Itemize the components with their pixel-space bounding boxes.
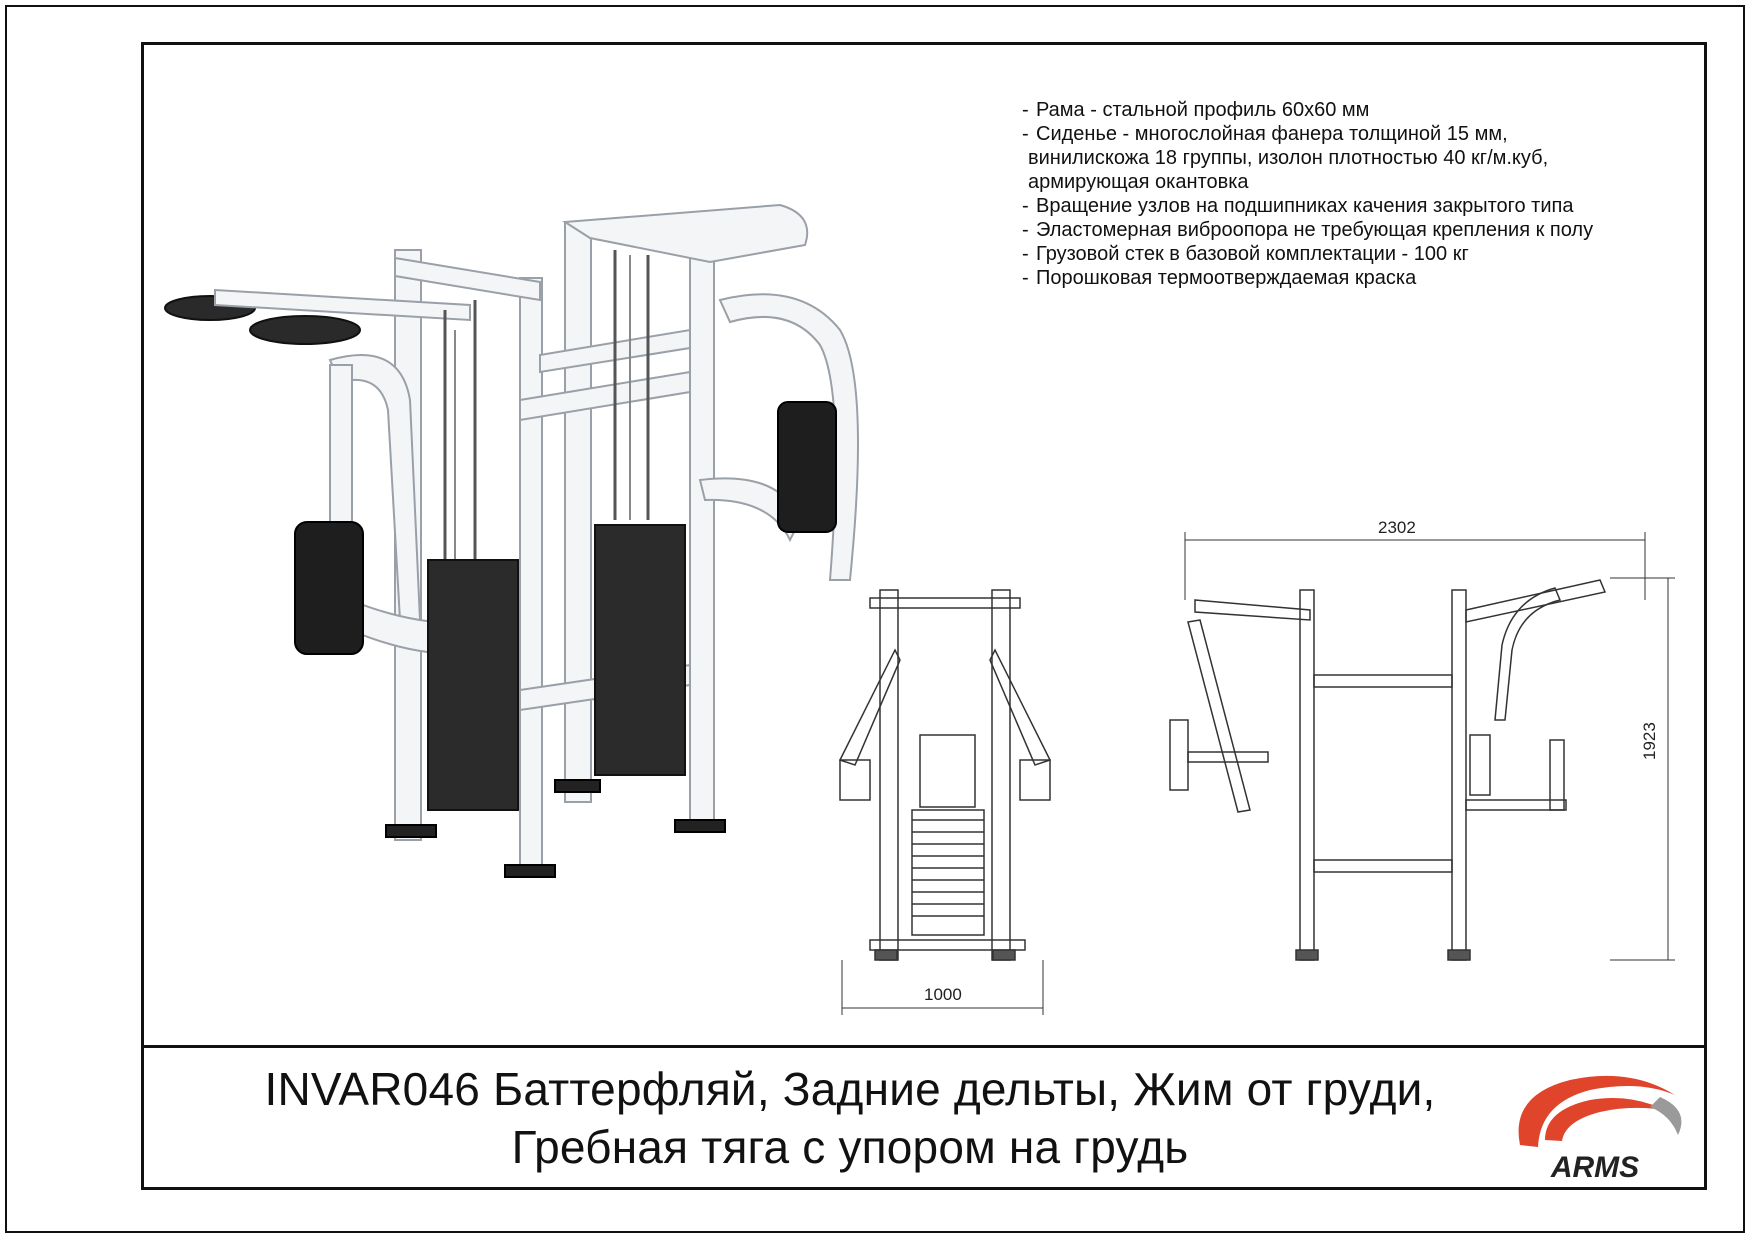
spec-item-weight-stack: - Грузовой стек в базовой комплектации - 100 кг — [1022, 243, 1469, 265]
height-dimension-label: 1923 — [1640, 722, 1659, 760]
title-line-2: Гребная тяга с упором на грудь — [511, 1121, 1189, 1173]
height-dimension-line — [1610, 578, 1675, 960]
spec-item-vibration-mount: - Эластомерная виброопора не требующая крепления к полу — [1022, 219, 1594, 241]
front-view-drawing — [840, 590, 1050, 960]
spec-item-bearings: - Вращение узлов на подшипниках качения закрытого типа — [1022, 195, 1574, 217]
exercise-machine-3d-illustration — [165, 205, 858, 877]
side-view-drawing — [1170, 580, 1605, 960]
width-dimension-label: 1000 — [924, 985, 962, 1004]
spec-item-paint: - Порошковая термоотверждаемая краска — [1022, 267, 1417, 289]
length-dimension-label: 2302 — [1378, 518, 1416, 537]
page-title — [180, 1060, 1520, 1176]
spec-item-frame: - Рама - стальной профиль 60х60 мм — [1022, 99, 1370, 121]
title-line-1: INVAR046 Баттерфляй, Задние дельты, Жим от груди, — [264, 1063, 1436, 1115]
spec-list — [1022, 98, 1702, 290]
length-dimension-line — [1185, 532, 1645, 600]
spec-item-seat: - Сиденье - многослойная фанера толщиной 15 мм, винилискожа 18 группы, изолон плотностью 40 кг/м.куб, армирующая окантовка — [1022, 123, 1549, 193]
arms-logo — [1500, 1055, 1690, 1185]
logo-swoosh-red-2 — [1545, 1098, 1665, 1141]
logo-text: ARMS — [1550, 1151, 1640, 1184]
logo-swoosh-grey — [1650, 1097, 1681, 1135]
